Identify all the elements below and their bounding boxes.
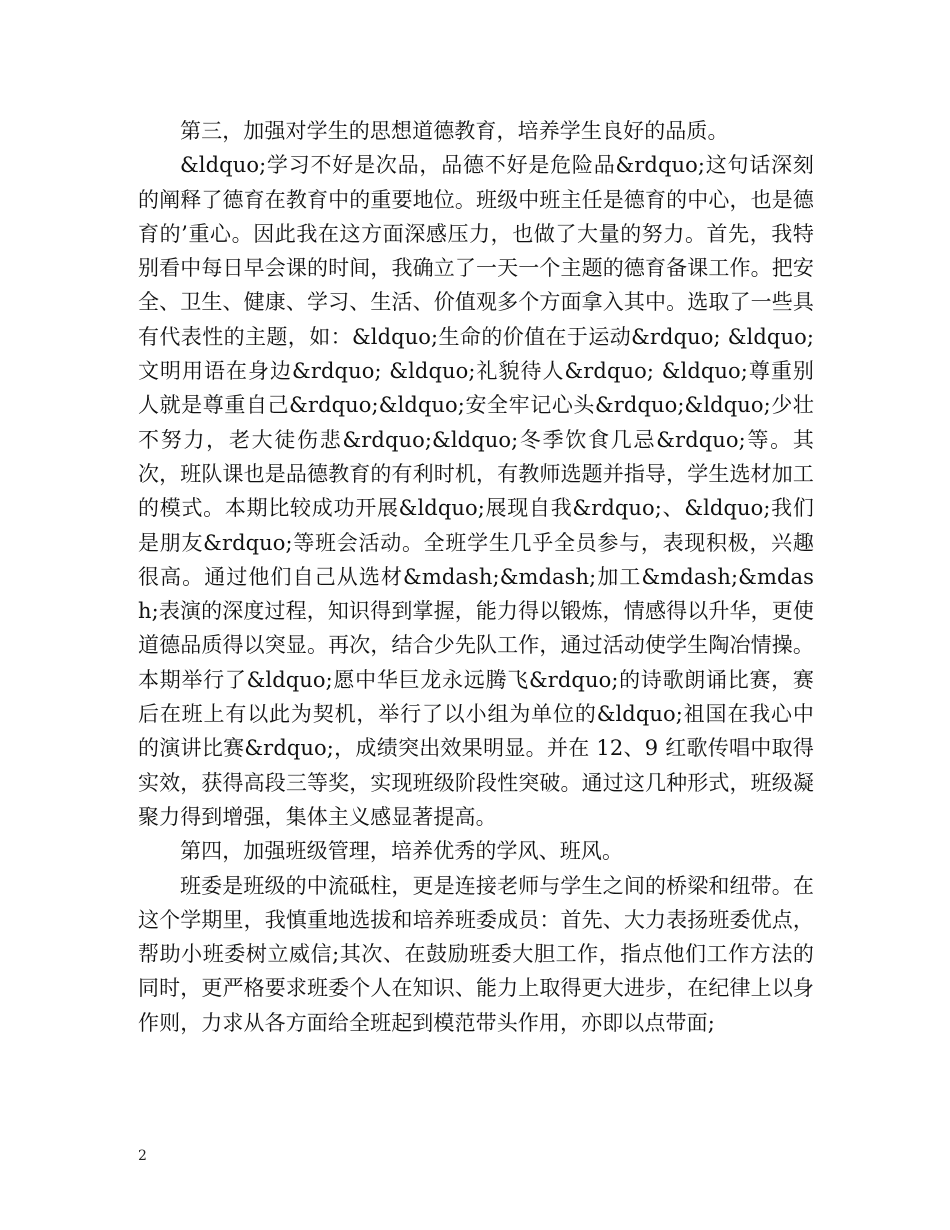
- paragraph-moral-education-heading: 第三，加强对学生的思想道德教育，培养学生良好的品质。: [180, 119, 729, 143]
- paragraph-class-management-heading: 第四，加强班级管理，培养优秀的学风、班风。: [180, 839, 624, 864]
- document-body: [138, 114, 814, 1040]
- paragraph-moral-education-body: &ldquo;学习不好是次品，品德不好是危险品&rdquo;这句话深刻的阐释了德育在教育中的重要地位。班级中班主任是德育的中心，也是德育的’重心。因此我在这方面深感压力，也做了大量的努力。首先，我特别看中每日早会课的时间，我确立了一天一个主题的德育备课工作。把安全、卫生、健康、学习、生活、价值观多个方面拿入其中。选取了一些具有代表性的主题，如：&ldquo;生命的价值在于运动&rdquo; &ldquo;文明用语在身边&rdquo; &ldquo;礼貌待人&rdquo; &ldquo;尊重别人就是尊重自己&rdquo;&ldquo;安全牢记心头&rdquo;&ldquo;少壮不努力，老大徒伤悲&rdquo;&ldquo;冬季饮食几忌&rdquo;等。其次，班队课也是品德教育的有利时机，有教师选题并指导，学生选材加工的模式。本期比较成功开展&ldquo;展现自我&rdquo;、&ldquo;我们是朋友&rdquo;等班会活动。全班学生几乎全员参与，表现积极，兴趣很高。通过他们自己从选材&mdash;&mdash;加工&mdash;&mdash;表演的深度过程，知识得到掌握，能力得以锻炼，情感得以升华，更使道德品质得以突显。再次，结合少先队工作，通过活动使学生陶冶情操。本期举行了&ldquo;愿中华巨龙永远腾飞&rdquo;的诗歌朗诵比赛，赛后在班上有以此为契机，举行了以小组为单位的&ldquo;祖国在我心中的演讲比赛&rdquo;，成绩突出效果明显。并在 12、9 红歌传唱中取得实效，获得高段三等奖，实现班级阶段性突破。通过这几种形式，班级凝聚力得到增强，集体主义感显著提高。: [138, 153, 814, 829]
- paragraph-class-committee-body: 班委是班级的中流砥柱，更是连接老师与学生之间的桥梁和纽带。在这个学期里，我慎重地选拔和培养班委成员：首先、大力表扬班委优点，帮助小班委树立威信;其次、在鼓励班委大胆工作，指点他们工作方法的同时，更严格要求班委个人在知识、能力上取得更大进步，在纪律上以身作则，力求从各方面给全班起到模范带头作用，亦即以点带面;: [138, 873, 814, 1035]
- page-number: 2: [138, 1148, 147, 1164]
